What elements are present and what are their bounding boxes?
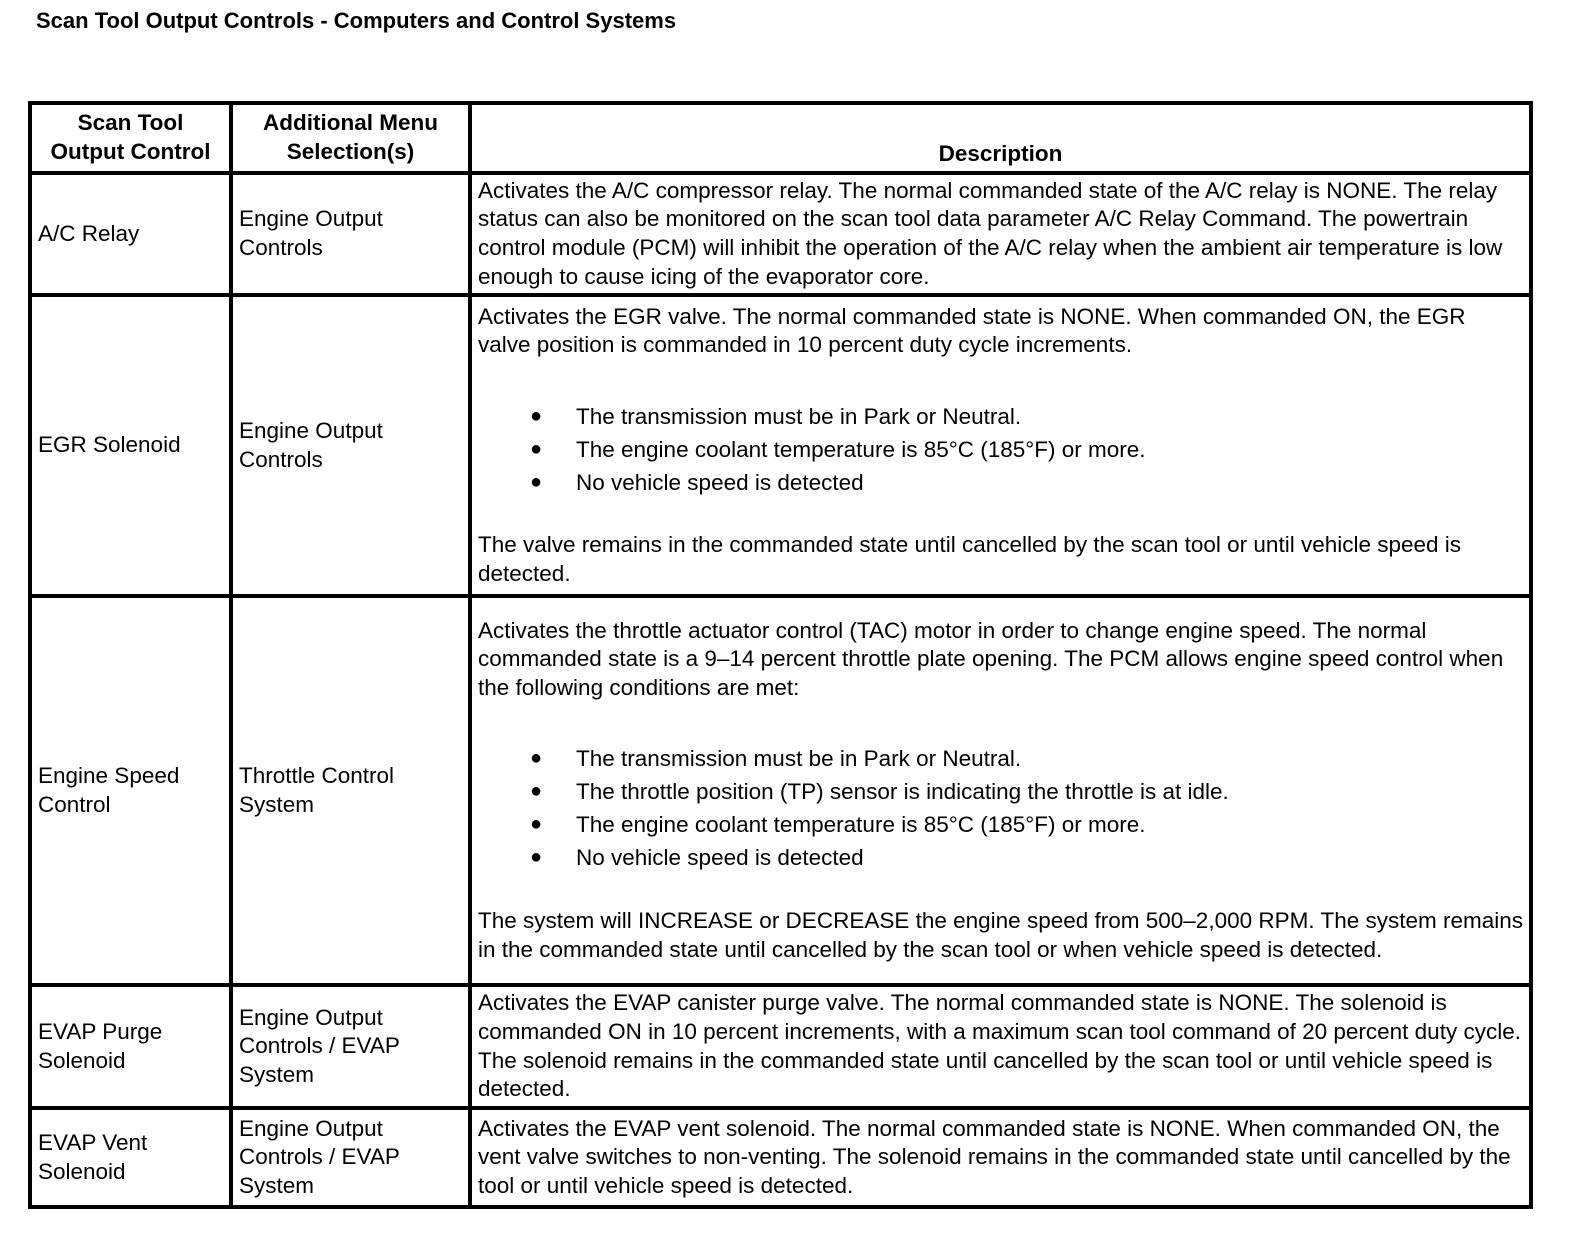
condition-item <box>478 433 1523 466</box>
menu-line: Engine Output <box>239 417 383 443</box>
condition-text: No vehicle speed is detected <box>576 845 864 871</box>
description-text: The system will INCREASE or DECREASE the engine speed from 500–2,000 RPM. The system remains in the commanded state until cancelled by the scan tool or when vehicle speed is detected. <box>478 908 1524 962</box>
control-name: Control <box>38 791 111 817</box>
table-row <box>30 173 1531 295</box>
menu-line: Engine Output <box>239 1115 383 1141</box>
menu-line: Engine Output <box>239 1004 383 1030</box>
description-text: Activates the A/C compressor relay. The normal commanded state of the A/C relay is NONE. The relay status can also be monitored on the scan tool data parameter A/C Relay Command. The powertrain control module (PCM) will inhibit the operation of the A/C relay when the ambient air temperature is low enough to cause icing of the evaporator core. <box>478 177 1503 289</box>
description-text: Activates the throttle actuator control (TAC) motor in order to change engine speed. The normal commanded state is a 9–14 percent throttle plate opening. The PCM allows engine speed control when the following conditions are met: <box>478 617 1504 700</box>
header-line: Selection(s) <box>286 139 415 164</box>
menu-line: Throttle Control <box>239 762 395 788</box>
table-body <box>30 173 1531 1207</box>
header-additional-menu-selections <box>231 103 470 173</box>
control-name: A/C Relay <box>38 220 140 246</box>
description-cell <box>470 295 1531 596</box>
condition-item <box>478 841 1523 874</box>
control-cell <box>30 985 231 1108</box>
control-name: Engine Speed <box>38 762 180 788</box>
control-cell <box>30 1108 231 1207</box>
description-cell <box>470 596 1531 985</box>
table-header <box>30 103 1531 173</box>
spacer <box>478 874 1523 907</box>
bullet-icon: ● <box>530 438 543 460</box>
menu-cell <box>231 173 470 295</box>
bullet-icon: ● <box>530 405 543 427</box>
menu-cell <box>231 1108 470 1207</box>
table-row <box>30 1108 1531 1207</box>
control-name: EGR Solenoid <box>38 432 181 458</box>
scan-tool-output-controls-table <box>28 101 1533 1209</box>
table-row <box>30 985 1531 1108</box>
table-row <box>30 596 1531 985</box>
spacer <box>478 702 1523 742</box>
conditions-list <box>478 742 1523 874</box>
condition-item <box>478 775 1523 808</box>
menu-line: Engine Output <box>239 206 383 232</box>
header-row <box>30 103 1531 173</box>
condition-text: The engine coolant temperature is 85°C (185°F) or more. <box>576 437 1146 462</box>
spacer <box>478 499 1523 531</box>
bullet-icon: ● <box>530 747 543 770</box>
control-cell <box>30 173 231 295</box>
menu-line: System <box>239 791 315 817</box>
table-row <box>30 295 1531 596</box>
condition-text: No vehicle speed is detected <box>576 470 864 495</box>
description-text: The valve remains in the commanded state until cancelled by the scan tool or until vehicle speed is detected. <box>478 532 1462 586</box>
condition-text: The transmission must be in Park or Neutral. <box>576 746 1022 772</box>
description-text: Activates the EVAP canister purge valve. The normal commanded state is NONE. The solenoid is commanded ON in 10 percent increments, with a maximum scan tool command of 20 percent duty cycle. The solenoid remains in the commanded state until cancelled by the scan tool or until vehicle speed is detected. <box>478 990 1521 1102</box>
condition-text: The throttle position (TP) sensor is indicating the throttle is at idle. <box>576 779 1229 805</box>
description-text: Activates the EGR valve. The normal commanded state is NONE. When commanded ON, the EGR valve position is commanded in 10 percent duty cycle increments. <box>478 303 1466 358</box>
condition-text: The transmission must be in Park or Neutral. <box>576 404 1022 429</box>
control-name: EVAP Vent <box>38 1129 148 1155</box>
menu-line: Controls / EVAP <box>239 1033 400 1059</box>
description-cell <box>470 985 1531 1108</box>
condition-item <box>478 466 1523 499</box>
control-cell <box>30 596 231 985</box>
description-text: Activates the EVAP vent solenoid. The normal commanded state is NONE. When commanded ON, the vent valve switches to non-venting. The solenoid remains in the commanded state until cancelled by the tool or until vehicle speed is detected. <box>478 1115 1511 1198</box>
page-title: Scan Tool Output Controls - Computers and Control Systems <box>36 8 677 33</box>
menu-cell <box>231 985 470 1108</box>
header-description: Description <box>470 103 1531 173</box>
menu-line: System <box>239 1172 315 1198</box>
bullet-icon: ● <box>530 471 543 493</box>
control-cell <box>30 295 231 596</box>
header-line: Scan Tool <box>77 110 184 136</box>
menu-cell <box>231 596 470 985</box>
menu-cell <box>231 295 470 596</box>
bullet-icon: ● <box>530 813 543 836</box>
menu-line: Controls <box>239 446 323 472</box>
condition-item <box>478 742 1523 775</box>
control-name: EVAP Purge <box>38 1018 163 1044</box>
control-name: Solenoid <box>38 1047 126 1073</box>
description-cell <box>470 1108 1531 1207</box>
header-line: Additional Menu <box>263 110 438 136</box>
menu-line: Controls / EVAP <box>239 1144 400 1170</box>
condition-text: The engine coolant temperature is 85°C (185°F) or more. <box>576 812 1146 838</box>
bullet-icon: ● <box>530 846 543 869</box>
header-scan-tool-output-control <box>30 103 231 173</box>
spacer <box>478 360 1523 400</box>
menu-line: System <box>239 1061 315 1087</box>
bullet-icon: ● <box>530 780 543 803</box>
condition-item <box>478 400 1523 433</box>
condition-item <box>478 808 1523 841</box>
control-name: Solenoid <box>38 1158 126 1184</box>
menu-line: Controls <box>239 235 323 260</box>
conditions-list <box>478 400 1523 499</box>
description-cell <box>470 173 1531 295</box>
header-line: Output Control <box>50 139 211 164</box>
